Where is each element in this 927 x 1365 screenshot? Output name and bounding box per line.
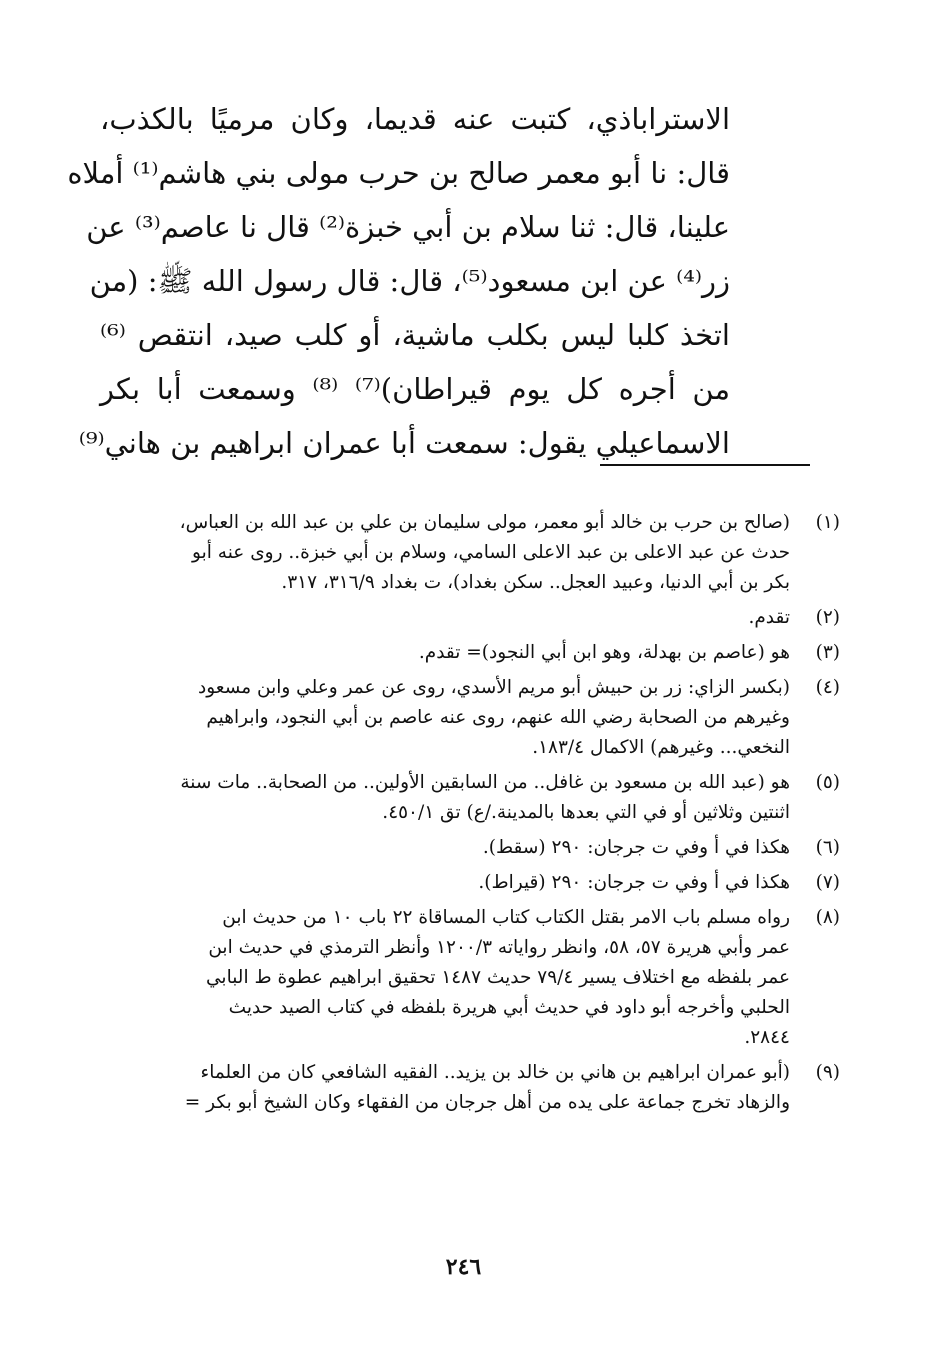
footnote-line: هو (عبد الله بن مسعود بن غافل.. من السابقين الأولين.. من الصحابة.. مات سنة [180,772,790,793]
main-text-line: اتخذ كلبا ليس بكلب ماشية، أو كلب صيد، انتقص ⁽⁶⁾ [100,318,730,352]
main-text-line: زر⁽⁴⁾ عن ابن مسعود⁽⁵⁾، قال: قال رسول الله ﷺ: (من [89,264,730,298]
footnote-body [120,638,790,668]
footnote-line: الحلبي وأخرجه أبو داود في حديث أبي هريرة بلفظه في كتاب الصيد حديث [228,997,790,1018]
footnote-line: (أبو عمران ابراهيم بن هاني بن خالد بن يزيد.. الفقيه الشافعي كان من العلماء [200,1062,790,1083]
main-text-line: الاستراباذي، كتبت عنه قديما، وكان مرميًا بالكذب، [100,102,730,136]
footnote-number: (٢) [815,607,840,628]
main-text-line: الاسماعيلي يقول: سمعت أبا عمران ابراهيم بن هاني⁽⁹⁾ [78,426,730,460]
footnote-body [120,673,790,763]
footnote-line: هو (عاصم بن بهدلة، وهو ابن أبي النجود)= تقدم. [418,642,790,663]
footnote-line: والزهاد تخرج جماعة على يده من أهل جرجان من الفقهاء وكان الشيخ أبو بكر = [184,1092,790,1113]
footnote-4 [120,673,840,763]
footnote-8 [120,903,840,1053]
footnote-7 [120,868,840,898]
footnote-line: رواه مسلم باب الامر بقتل الكتاب كتاب المساقاة ٢٢ باب ١٠ من حديث ابن [222,907,790,928]
main-text-block [67,92,730,470]
page-number: ٢٤٦ [445,1254,482,1280]
footnote-body [120,868,790,898]
footnote-body [120,903,790,1053]
footnote-number: (٩) [815,1062,840,1083]
footnote-body [120,768,790,828]
footnote-body [120,1058,790,1118]
footnote-body [120,603,790,633]
footnote-line: بكر بن أبي الدنيا، وعبيد العجل.. سكن بغداد)، ت بغداد ٣١٦/٩، ٣١٧. [281,572,790,593]
footnote-line: حدث عن عبد الاعلى بن عبد الاعلى السامي، وسلام بن أبي خبزة.. روى عنه أبو [192,542,790,563]
footnote-9 [120,1058,840,1118]
footnote-2 [120,603,840,633]
footnote-line: هكذا في أ وفي ت جرجان: ٢٩٠ (قيراط). [478,872,790,893]
footnote-line: وغيرهم من الصحابة رضي الله عنهم، روى عنه عاصم بن أبي النجود، وابراهيم [206,707,790,728]
footnote-line: اثنتين وثلاثين أو في التي بعدها بالمدينة./ع) تق ٤٥٠/١. [382,802,790,823]
footnote-1 [120,508,840,598]
footnote-line: عمر بلفظه مع اختلاف يسير ٧٩/٤ حديث ١٤٨٧ تحقيق ابراهيم عطوة ط البابي [206,967,790,988]
footnote-number: (٥) [815,772,840,793]
footnote-3 [120,638,840,668]
main-text-line: من أجره كل يوم قيراطان)⁽⁷⁾ ⁽⁸⁾ وسمعت أبا بكر [100,372,730,406]
footnote-body [120,833,790,863]
footnote-number: (٦) [815,837,840,858]
footnote-line: (صالح بن حرب بن خالد أبو معمر، مولى سليمان بن علي بن عبد الله بن العباس، [179,512,790,533]
footnote-line: تقدم. [748,607,790,628]
footnote-line: (بكسر الزاي: زر بن حبيش أبو مريم الأسدي، روى عن عمر وعلي وابن مسعود [197,677,790,698]
footnote-number: (٨) [815,907,840,928]
footnote-number: (١) [815,512,840,533]
footnote-5 [120,768,840,828]
footnote-divider [600,464,810,466]
footnote-line: ٢٨٤٤. [744,1027,790,1048]
main-text-line: علينا، قال: ثنا سلام بن أبي خبزة⁽²⁾ قال نا عاصم⁽³⁾ عن [86,210,730,244]
main-text-line: قال: نا أبو معمر صالح بن حرب مولى بني هاشم⁽¹⁾ أملاه [67,156,730,190]
footnote-number: (٤) [815,677,840,698]
footnote-line: هكذا في أ وفي ت جرجان: ٢٩٠ (سقط). [482,837,790,858]
footnote-number: (٣) [815,642,840,663]
footnote-line: عمر وأبي هريرة ٥٧، ٥٨، وانظر رواياته ١٢٠٠/٣ وأنظر الترمذي في حديث ابن [208,937,790,958]
footnote-number: (٧) [815,872,840,893]
footnotes-section [120,508,840,1123]
footnote-line: النخعي... وغيرهم) الاكمال ١٨٣/٤. [532,737,790,758]
footnote-6 [120,833,840,863]
footnote-body [120,508,790,598]
